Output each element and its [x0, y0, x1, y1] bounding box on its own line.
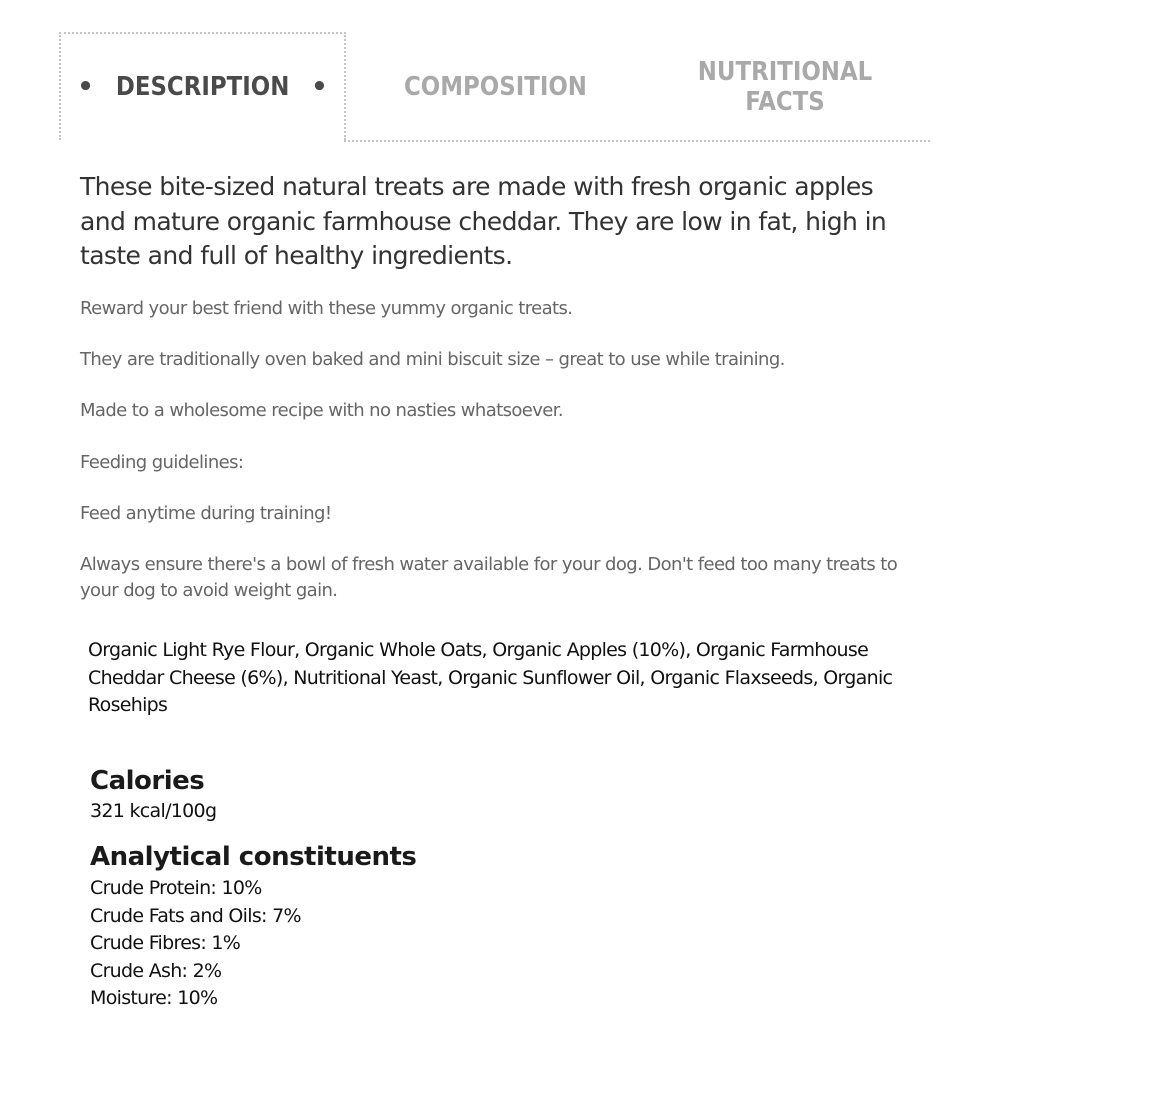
tab-composition[interactable]	[354, 34, 630, 140]
tab-nutritional-facts[interactable]	[649, 34, 921, 140]
calories-value: 321 kcal/100g	[90, 800, 217, 822]
tab-divider	[344, 140, 930, 142]
feeding-guidelines-label: Feeding guidelines:	[80, 452, 244, 473]
composition-text: Organic Light Rye Flour, Organic Whole Oats, Organic Apples (10%), Organic Farmhouse Cheddar Cheese (6%), Nutritional Yeast, Organic Sunflower Oil, Organic Flaxseeds, Organic Rosehips	[88, 639, 893, 716]
description-lead: These bite-sized natural treats are made with fresh organic apples and mature organic farmhouse cheddar. They are low in fat, high in taste and full of healthy ingredients.	[80, 172, 887, 270]
constituent-item: Crude Fibres: 1%	[90, 932, 241, 954]
constituent-item: Moisture: 10%	[90, 987, 218, 1009]
tab-nutritional-facts-label: NUTRITIONAL FACTS	[697, 57, 873, 117]
constituents-list	[90, 875, 301, 1013]
tab-description-label: DESCRIPTION	[115, 72, 290, 102]
constituents-heading: Analytical constituents	[90, 842, 417, 872]
description-paragraph: Always ensure there's a bowl of fresh water available for your dog. Don't feed too many treats to your dog to avoid weight gain.	[80, 554, 898, 601]
tab-bullet-left: •	[77, 72, 94, 102]
description-paragraph: Feed anytime during training!	[80, 503, 332, 524]
tab-description[interactable]	[59, 32, 346, 140]
description-paragraph: Reward your best friend with these yummy organic treats.	[80, 298, 573, 319]
product-tabs	[59, 32, 930, 142]
constituent-item: Crude Fats and Oils: 7%	[90, 904, 301, 927]
constituent-item: Crude Ash: 2%	[90, 959, 222, 982]
constituent-item: Crude Protein: 10%	[90, 877, 262, 899]
calories-heading: Calories	[90, 766, 205, 796]
tab-bullet-right: •	[311, 72, 328, 102]
description-paragraph: They are traditionally oven baked and mini biscuit size – great to use while training.	[80, 349, 785, 370]
tab-composition-label: COMPOSITION	[404, 72, 587, 102]
description-paragraph: Made to a wholesome recipe with no nasties whatsoever.	[80, 400, 564, 421]
